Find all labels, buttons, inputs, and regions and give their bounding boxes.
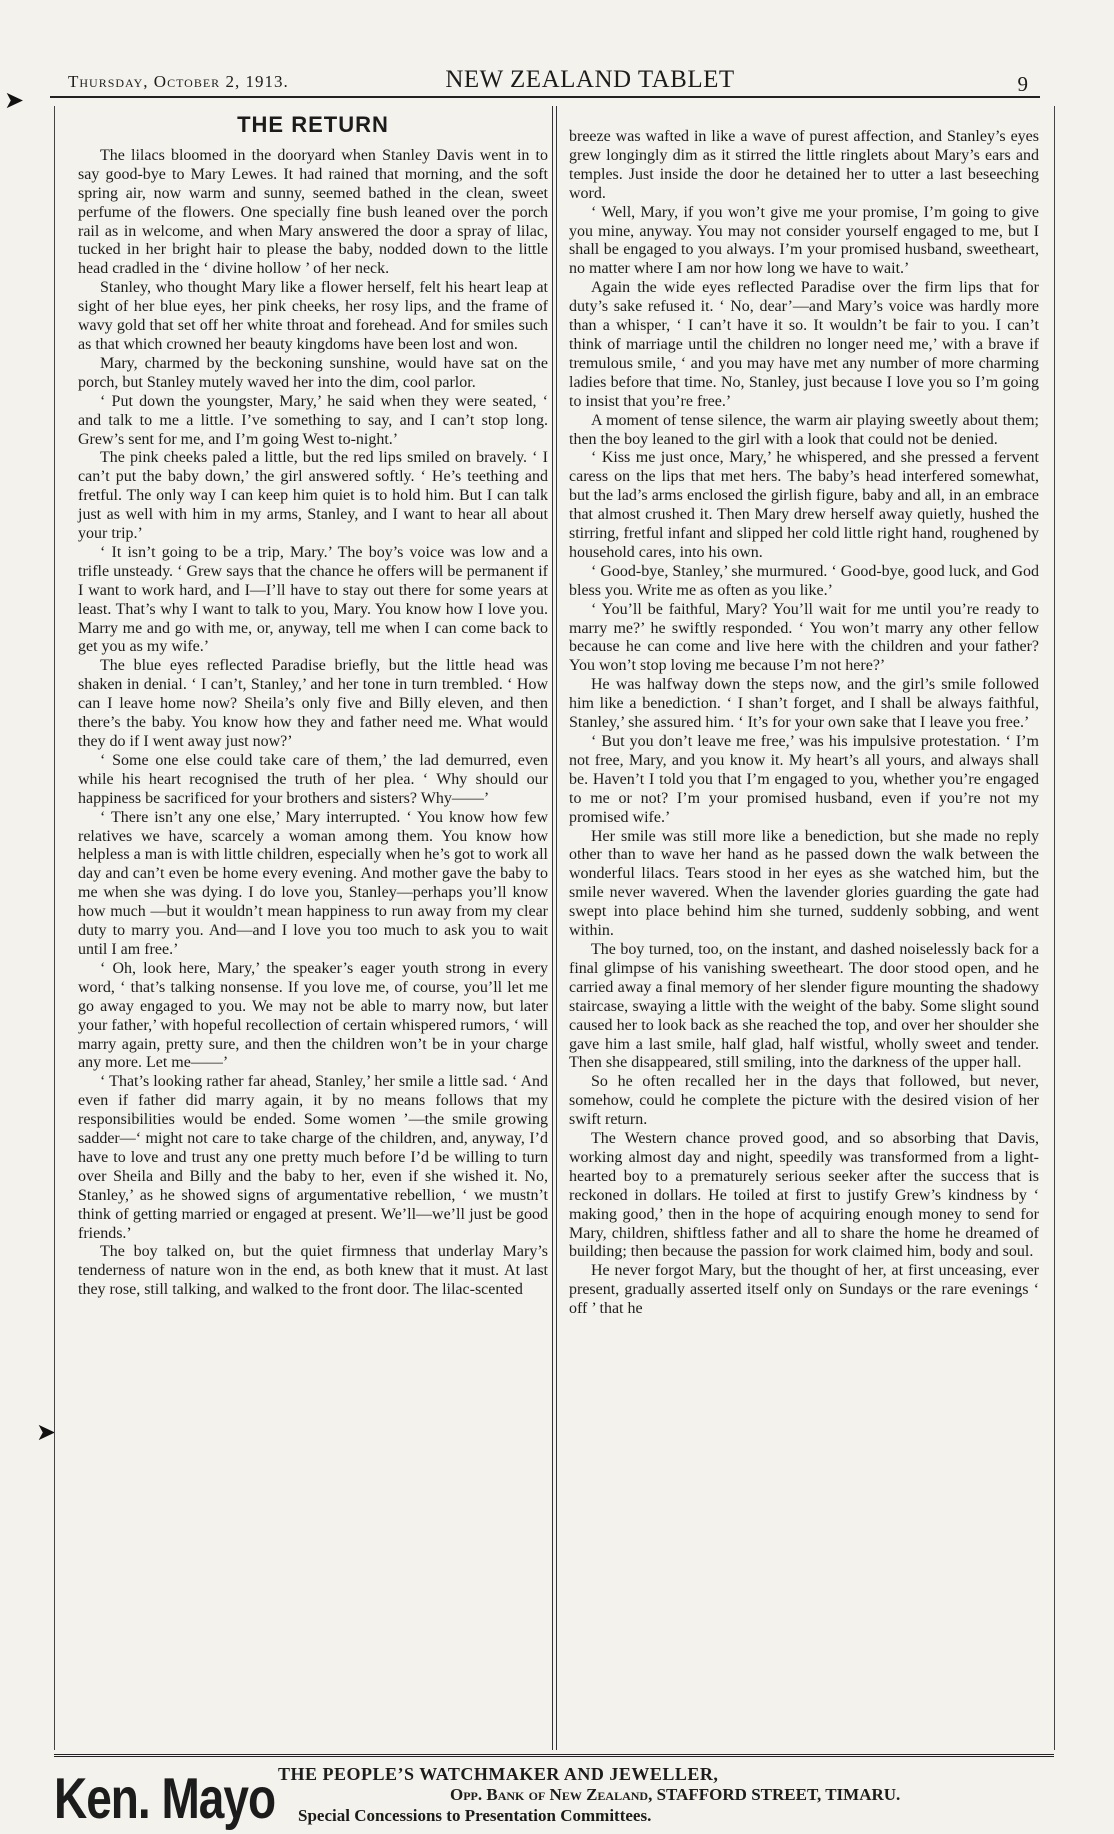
paragraph: Stanley, who thought Mary like a flower herself, felt his heart leap at sight of her blue eyes, her pink cheeks, her rosy lips, and the frame of wavy gold that set off her white throat and forehead. And for smiles such as that which crowned her beauty kingdoms have been lost and won. (78, 279, 548, 353)
paragraph: ‘ It isn’t going to be a trip, Mary.’ The boy’s voice was low and a trifle unsteady. ‘ Grew says that the chance he offers will be permanent if I want to work hard, and I—I’ll have to stay out there for some years at least. That’s why I want to talk to you, Mary. You know how I love you. Marry me and go with me, or, anyway, tell me when I can come back to get you as my wife.’ (78, 543, 548, 656)
ad-line-2: Opp. Bank of New Zealand, STAFFORD STREET, TIMARU. (450, 1785, 901, 1804)
paragraph: The boy talked on, but the quiet firmness that underlay Mary’s tenderness of nature won in the end, as both knew that it must. At last they rose, still talking, and walked to the front door. The lilac-scented (78, 1243, 548, 1299)
paragraph: ‘ Well, Mary, if you won’t give me your promise, I’m going to give you mine, anyway. You may not consider yourself engaged to me, but I shall be engaged to you always. I’m your promised husband, sweetheart, no matter where I am nor how long we have to wait.’ (569, 203, 1039, 278)
paragraph: He was halfway down the steps now, and the girl’s smile followed him like a benediction. ‘ I shan’t forget, and I shall be always faithful, Stanley,’ she assured him. ‘ It’s for your own sake that I leave you free.’ (569, 676, 1039, 732)
page-number: 9 (1017, 72, 1028, 96)
article-title: THE RETURN (237, 112, 389, 137)
paragraph: A moment of tense silence, the warm air playing sweetly about them; then the boy leaned to the girl with a look that could not be denied. (569, 411, 1039, 448)
paragraph: Mary, charmed by the beckoning sunshine, would have sat on the porch, but Stanley mutely waved her into the dim, cool parlor. (78, 354, 548, 391)
ad-brand: Ken. Mayo (54, 1765, 276, 1831)
paragraph: ‘ Kiss me just once, Mary,’ he whispered, and she pressed a fervent caress on the lips that met hers. The baby’s head interfered somewhat, but the lad’s arms enclosed the girlish figure, baby and all, in an embrace that almost crushed it. Then Mary drew herself away quietly, hushed the stirring, fretful infant and slipped her cold little right hand, roughened by household cares, into his own. (569, 449, 1039, 561)
page-border-right (1054, 106, 1055, 1750)
paragraph: The boy turned, too, on the instant, and dashed noiselessly back for a final glimpse of his vanishing sweetheart. The door stood open, and he carried away a final memory of her slender figure mounting the shadowy staircase, swaying a little with the weight of the baby. Some slight sound caused her to look back as she reached the top, and over her shoulder she gave him a last smile, half glad, half wistful, wholly sweet and tender. Then she disappeared, still smiling, into the darkness of the upper hall. (569, 940, 1039, 1072)
column-divider-inner (556, 106, 557, 1750)
right-column (569, 128, 1039, 1319)
paragraph: ‘ Oh, look here, Mary,’ the speaker’s eager youth strong in every word, ‘ that’s talking nonsense. If you love me, of course, you’ll let me go away engaged to you. We may not be able to marry now, but later your father,’ with hopeful recollection of certain whispered rumors, ‘ will marry again, pretty sure, and then the children won’t be in your charge any more. Let me——’ (78, 959, 548, 1072)
left-column (78, 112, 548, 1300)
paragraph: He never forgot Mary, but the thought of her, at first unceasing, ever present, gradually asserted itself only on Sundays or the rare evenings ‘ off ’ that he (569, 1262, 1039, 1318)
advertisement (50, 1764, 1060, 1831)
left-column-text (78, 147, 548, 1300)
column-divider (552, 106, 553, 1750)
issue-date: Thursday, October 2, 1913. (68, 72, 289, 91)
page-border-left (54, 106, 55, 1750)
paragraph: ‘ Some one else could take care of them,’ the lad demurred, even while his heart recognised the truth of her plea. ‘ Why should our happiness be sacrificed for your brothers and sisters? Why——’ (78, 751, 548, 807)
margin-mark-bottom: ➤ (36, 1420, 57, 1446)
paragraph: ‘ But you don’t leave me free,’ was his impulsive protestation. ‘ I’m not free, Mary, and you know it. My heart’s all yours, and always shall be. Haven’t I told you that I’m engaged to you, whether you’re engaged to me or not? I’m your promised husband, even if you’re not my promised wife.’ (569, 733, 1039, 826)
ad-line-3: Special Concessions to Presentation Committees. (298, 1806, 652, 1825)
ad-line-1: THE PEOPLE’S WATCHMAKER AND JEWELLER, (278, 1764, 719, 1784)
paragraph: ‘ You’ll be faithful, Mary? You’ll wait for me until you’re ready to marry me?’ he swiftly responded. ‘ You won’t marry any other fellow because he can come and live here with the children and your father? You won’t stop loving me because I’m not here?’ (569, 600, 1039, 675)
paragraph: ‘ There isn’t any one else,’ Mary interrupted. ‘ You know how few relatives we have, scarcely a woman among them. You know how helpless a man is with little children, especially when he’s got to work all day and can’t even be home every evening. And mother gave the baby to me when she was dying. I do love you, Stanley—perhaps you’ll know how much —but it wouldn’t mean happiness to run away from my clear duty to marry you. And—and I love you too much to ask you to wait until I am free.’ (78, 808, 548, 958)
paragraph: So he often recalled her in the days that followed, but never, somehow, could he complete the picture with the desired vision of her swift return. (569, 1073, 1039, 1129)
paragraph: The pink cheeks paled a little, but the red lips smiled on bravely. ‘ I can’t put the baby down,’ the girl answered softly. ‘ He’s teething and fretful. The only way I can keep him quiet is to hold him. But I can talk just as well with him in my arms, Stanley, and I want to hear all about your trip.’ (78, 449, 548, 543)
paragraph: The Western chance proved good, and so absorbing that Davis, working almost day and night, speedily was transformed from a light-hearted boy to a prematurely serious seeker after the success that is reckoned in dollars. He toiled at first to justify Grew’s kindness by ‘ making good,’ then in the hope of acquiring enough money to send for Mary, children, shiftless father and all to share the home he dreamed of building; then because the passion for work claimed him, body and soul. (569, 1130, 1039, 1261)
right-column-lead: breeze was wafted in like a wave of purest affection, and Stanley’s eyes grew longingly dim as it stirred the little ringlets about Mary’s ears and temples. Just inside the door he detained her to utter a last beseeching word. (569, 128, 1039, 202)
margin-mark-top: ➤ (4, 88, 25, 114)
page-header (50, 66, 1040, 94)
right-column-text (569, 204, 1039, 1319)
paragraph: ‘ Good-bye, Stanley,’ she murmured. ‘ Good-bye, good luck, and God bless you. Write me as often as you like.’ (569, 562, 1039, 599)
masthead: NEW ZEALAND TABLET (445, 66, 735, 93)
paragraph: ‘ That’s looking rather far ahead, Stanley,’ her smile a little sad. ‘ And even if father did marry again, it by no means follows that my responsibilities would be ended. Some women ’—the smile growing sadder—‘ might not care to take charge of the children, and, anyway, I’d have to love and trust any one pretty much before I’d be willing to turn over Sheila and Billy and the baby to her, even if she wished it. No, Stanley,’ as he showed signs of argumentative rebellion, ‘ we mustn’t think of getting married or engaged at present. We’ll—we’ll just be good friends.’ (78, 1073, 548, 1242)
paragraph: ‘ Put down the youngster, Mary,’ he said when they were seated, ‘ and talk to me a little. I’ve something to say, and I can’t stop long. Grew’s sent for me, and I’m going West to-night.’ (78, 392, 548, 448)
paragraph: The blue eyes reflected Paradise briefly, but the little head was shaken in denial. ‘ I can’t, Stanley,’ and her tone in turn trembled. ‘ How can I leave home now? Sheila’s only five and Billy eleven, and then there’s the baby. You know how they and father need me. What would they do if I went away just now?’ (78, 657, 548, 750)
footer-rule (54, 1754, 1054, 1757)
paragraph: The lilacs bloomed in the dooryard when Stanley Davis went in to say good-bye to Mary Lewes. It had rained that morning, and the soft spring air, now warm and sunny, seemed bathed in the clean, sweet perfume of the flowers. One specially fine bush leaned over the porch rail as in welcome, and when Mary answered the door a spray of lilac, tucked in her bright hair to please the baby, nodded down to the little head cradled in the ‘ divine hollow ’ of her neck. (78, 146, 548, 278)
paragraph: Again the wide eyes reflected Paradise over the firm lips that for duty’s sake refused it. ‘ No, dear’—and Mary’s voice was hardly more than a whisper, ‘ I can’t have it so. It wouldn’t be fair to you. I can’t think of marriage until the children no longer need me,’ with a brave if tremulous smile, ‘ and you may have met any number of more charming ladies before that time. No, Stanley, just because I love you so I’m going to insist that you’re free.’ (569, 279, 1039, 410)
header-rule (50, 96, 1040, 98)
paragraph: Her smile was still more like a benediction, but she made no reply other than to wave her hand as he passed down the walk between the wonderful lilacs. Tears stood in her eyes as she watched him, but the smile never wavered. When the lavender glories guarding the gate had swept into place behind him she turned, suddenly sobbing, and went within. (569, 827, 1039, 940)
